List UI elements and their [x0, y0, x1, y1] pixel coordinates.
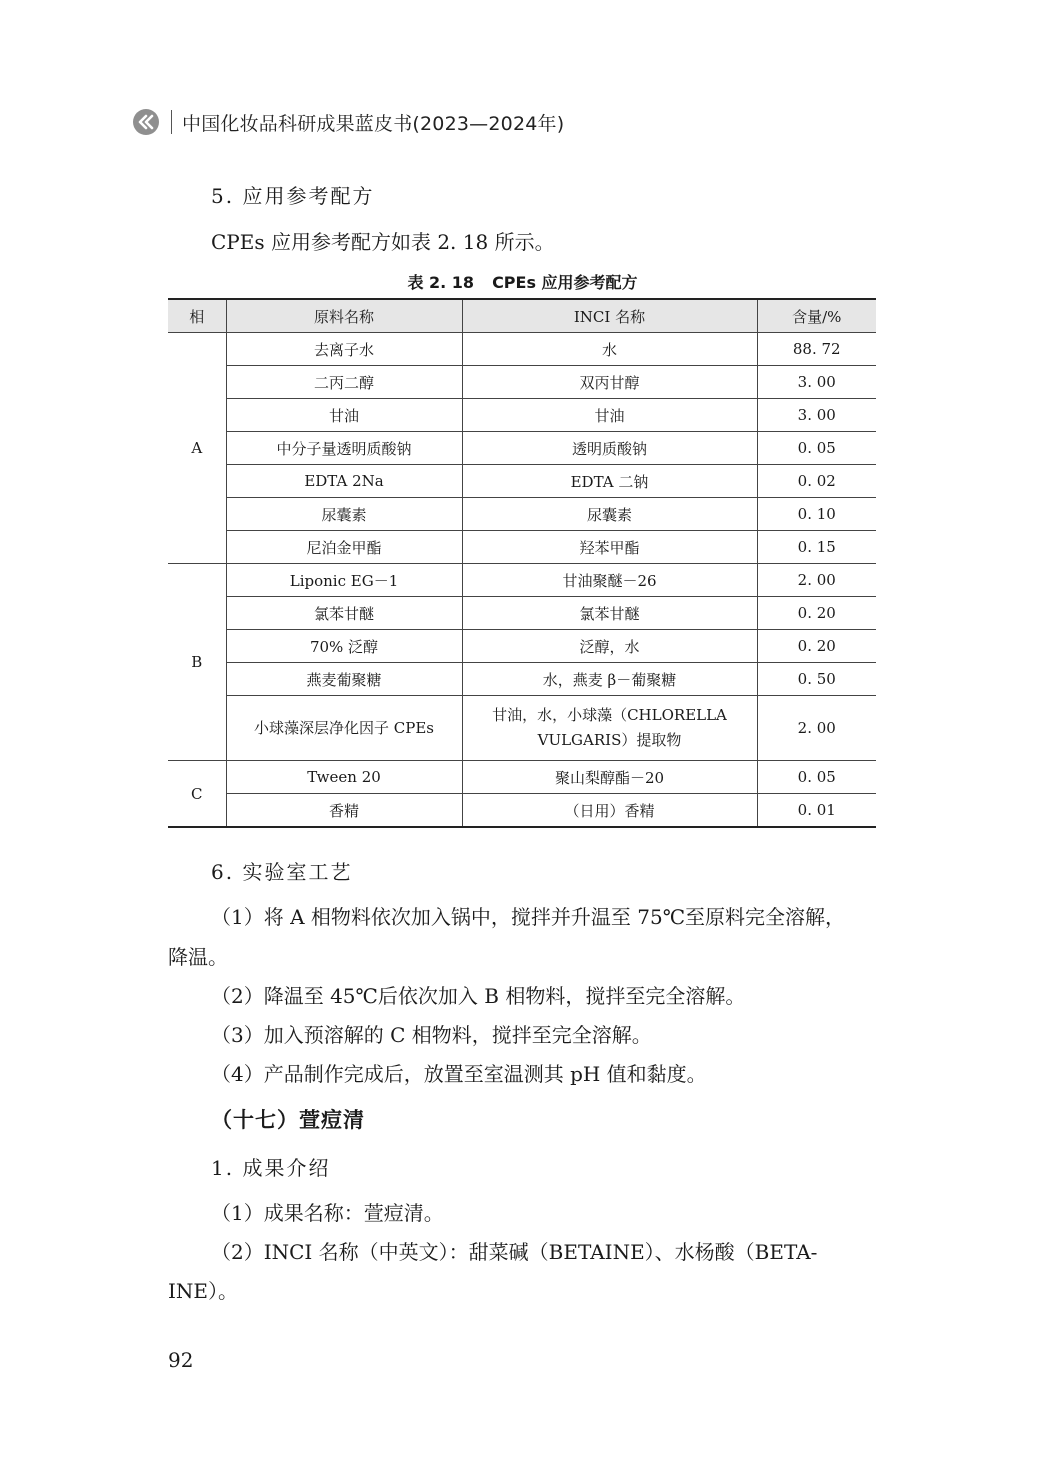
header-phase: 相: [168, 299, 226, 333]
inci-cell: 甘油聚醚－26: [462, 564, 757, 597]
formula-table: [168, 298, 876, 828]
amount-cell: 0. 05: [757, 761, 876, 794]
material-cell: 氯苯甘醚: [226, 597, 462, 630]
page-number: 92: [168, 1348, 194, 1372]
inci-cell: 聚山梨醇酯－20: [462, 761, 757, 794]
material-cell: 香精: [226, 794, 462, 828]
inci-line: VULGARIS）提取物: [537, 731, 682, 749]
amount-cell: 0. 20: [757, 630, 876, 663]
table-row: [168, 564, 876, 597]
inci-cell: 羟苯甲酯: [462, 531, 757, 564]
material-cell: 中分子量透明质酸钠: [226, 432, 462, 465]
table-header-row: [168, 299, 876, 333]
inci-name-line-1: （2）INCI 名称（中英文）：甜菜碱（BETAINE）、水杨酸（BETA-: [211, 1240, 818, 1264]
amount-cell: 0. 15: [757, 531, 876, 564]
table-row: [168, 333, 876, 366]
phase-cell-b: B: [168, 564, 226, 761]
double-chevron-left-icon: [133, 109, 159, 135]
table-row: [168, 696, 876, 761]
phase-cell-c: C: [168, 761, 226, 828]
table-row: [168, 630, 876, 663]
running-header: [133, 106, 564, 138]
inci-cell: 双丙甘醇: [462, 366, 757, 399]
step-3: （3）加入预溶解的 C 相物料，搅拌至完全溶解。: [211, 1023, 652, 1047]
amount-cell: 2. 00: [757, 564, 876, 597]
amount-cell: 0. 20: [757, 597, 876, 630]
section-6-title: 6. 实验室工艺: [211, 860, 353, 884]
section-5-title: 5. 应用参考配方: [211, 184, 375, 208]
book-title: 中国化妆品科研成果蓝皮书(2023—2024年): [182, 112, 565, 135]
amount-cell: 2. 00: [757, 696, 876, 761]
table-row: [168, 663, 876, 696]
inci-cell: 甘油: [462, 399, 757, 432]
table-row: [168, 399, 876, 432]
amount-cell: 3. 00: [757, 399, 876, 432]
header-inci: INCI 名称: [462, 299, 757, 333]
material-cell: 尿囊素: [226, 498, 462, 531]
inci-cell: 水，燕麦 β－葡聚糖: [462, 663, 757, 696]
table-row: [168, 498, 876, 531]
inci-cell: EDTA 二钠: [462, 465, 757, 498]
material-cell: 小球藻深层净化因子 CPEs: [226, 696, 462, 761]
material-cell: 二丙二醇: [226, 366, 462, 399]
amount-cell: 0. 05: [757, 432, 876, 465]
material-cell: 尼泊金甲酯: [226, 531, 462, 564]
inci-cell: 氯苯甘醚: [462, 597, 757, 630]
amount-cell: 88. 72: [757, 333, 876, 366]
phase-cell-a: A: [168, 333, 226, 564]
table-number: 表 2. 18: [407, 273, 475, 292]
table-title: CPEs 应用参考配方: [492, 273, 638, 292]
section-17-heading: （十七）萱痘清: [211, 1108, 365, 1132]
table-row: [168, 432, 876, 465]
table-row: [168, 531, 876, 564]
material-cell: Tween 20: [226, 761, 462, 794]
achievement-name: （1）成果名称：萱痘清。: [211, 1201, 444, 1225]
inci-cell: 透明质酸钠: [462, 432, 757, 465]
material-cell: EDTA 2Na: [226, 465, 462, 498]
table-row: [168, 597, 876, 630]
inci-cell: 水: [462, 333, 757, 366]
amount-cell: 0. 50: [757, 663, 876, 696]
header-material: 原料名称: [226, 299, 462, 333]
inci-cell: （日用）香精: [462, 794, 757, 828]
step-1-line-1: （1）将 A 相物料依次加入锅中，搅拌并升温至 75℃至原料完全溶解，: [211, 905, 846, 929]
material-cell: 去离子水: [226, 333, 462, 366]
material-cell: 甘油: [226, 399, 462, 432]
material-cell: Liponic EG－1: [226, 564, 462, 597]
amount-cell: 3. 00: [757, 366, 876, 399]
amount-cell: 0. 02: [757, 465, 876, 498]
amount-cell: 0. 10: [757, 498, 876, 531]
amount-cell: 0. 01: [757, 794, 876, 828]
table-caption: [0, 270, 1045, 293]
table-row: [168, 794, 876, 828]
table-row: [168, 465, 876, 498]
table-row: [168, 366, 876, 399]
step-1-line-2: 降温。: [168, 945, 228, 969]
inci-cell: 尿囊素: [462, 498, 757, 531]
header-divider: [171, 110, 172, 134]
achievement-intro-title: 1. 成果介绍: [211, 1156, 331, 1180]
step-2: （2）降温至 45℃后依次加入 B 相物料，搅拌至完全溶解。: [211, 984, 746, 1008]
table-row: [168, 761, 876, 794]
header-amount: 含量/%: [757, 299, 876, 333]
inci-line: 甘油，水，小球藻（CHLORELLA: [492, 706, 727, 724]
inci-cell: [462, 696, 757, 761]
material-cell: 70% 泛醇: [226, 630, 462, 663]
section-5-intro: CPEs 应用参考配方如表 2. 18 所示。: [211, 230, 555, 254]
inci-cell: 泛醇，水: [462, 630, 757, 663]
inci-name-line-2: INE）。: [168, 1279, 238, 1303]
material-cell: 燕麦葡聚糖: [226, 663, 462, 696]
step-4: （4）产品制作完成后，放置至室温测其 pH 值和黏度。: [211, 1062, 707, 1086]
